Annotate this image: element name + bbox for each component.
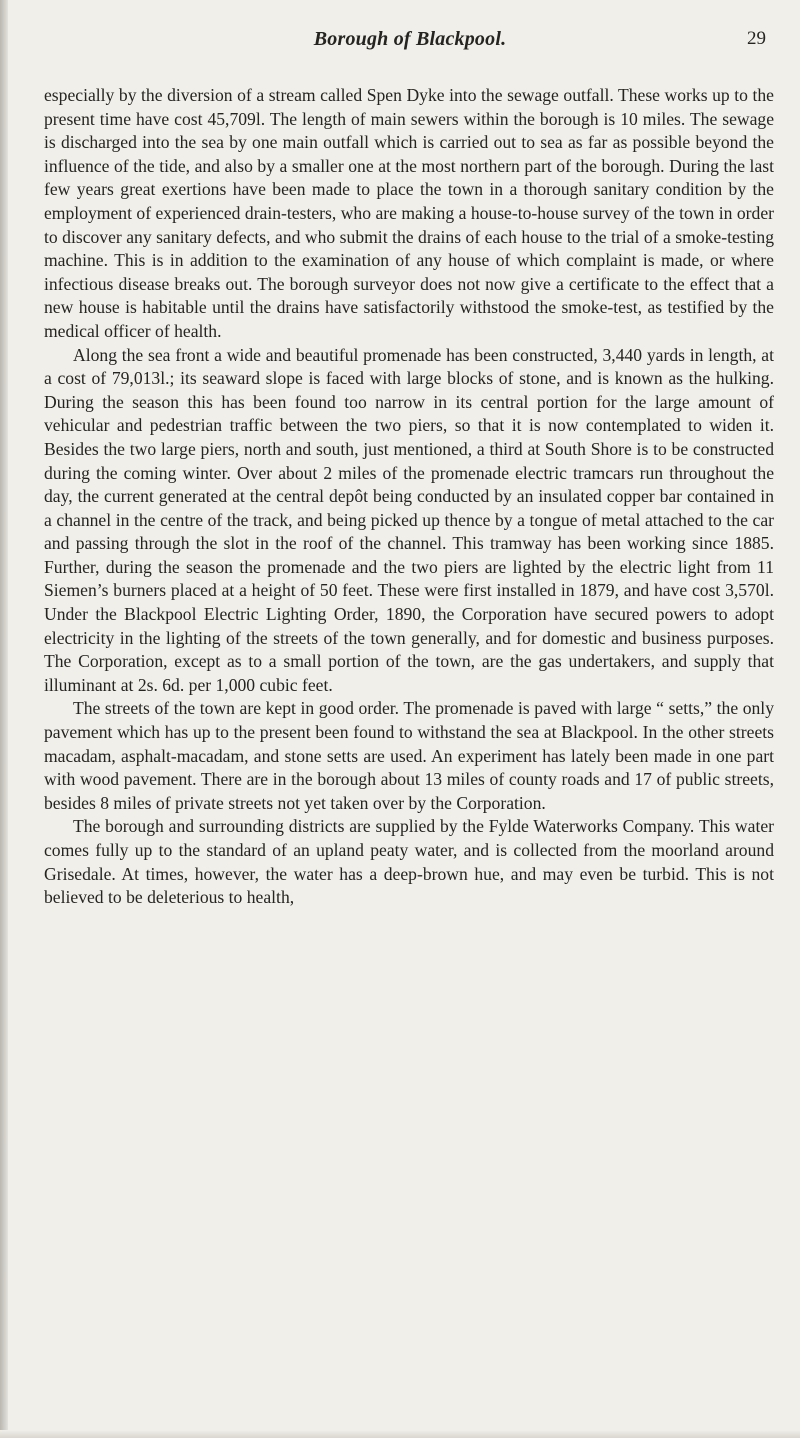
body-text [44,84,774,910]
paragraph-streets: The streets of the town are kept in good order. The promenade is paved with large “ setts,” the only pavement which has up to the present been found to withstand the sea at Blackpool. In the other streets macadam, asphalt-macadam, and stone setts are used. An experiment has lately been made in one part with wood pavement. There are in the borough about 13 miles of county roads and 17 of public streets, besides 8 miles of private streets not yet taken over by the Corporation. [44,698,774,813]
page-bottom-edge [0,1430,800,1438]
paragraph-sewage-outfall: especially by the diversion of a stream called Spen Dyke into the sewage outfall. These works up to the present time have cost 45,709l. The length of main sewers within the borough is 10 miles. The sewage is discharged into the sea by one main outfall which is carried out to sea as far as possible beyond the influence of the tide, and also by a smaller one at the most northern part of the borough. During the last few years great exertions have been made to place the town in a thorough sanitary condition by the employment of experienced drain-testers, who are making a house-to-house survey of the town in order to discover any sanitary defects, and who submit the drains of each house to the trial of a smoke-testing machine. This is in addition to the examination of any house of which complaint is made, or where infectious disease breaks out. The borough surveyor does not now give a certificate to the effect that a new house is habitable until the drains have satisfactorily withstood the smoke-test, as testified by the medical officer of health. [44,85,774,341]
page-header [44,28,776,58]
page-number: 29 [747,28,766,49]
running-head: Borough of Blackpool. [313,28,507,50]
paragraph-promenade: Along the sea front a wide and beautiful promenade has been constructed, 3,440 yards in length, at a cost of 79,013l.; its seaward slope is faced with large blocks of stone, and is known as the hulking. During the season this has been found too narrow in its central portion for the large amount of vehicular and pedestrian traffic between the two piers, so that it is now contemplated to widen it. Besides the two large piers, north and south, just mentioned, a third at South Shore is to be constructed during the coming winter. Over about 2 miles of the promenade electric tramcars run throughout the day, the current generated at the central depôt being conducted by an insulated copper bar contained in a channel in the centre of the track, and being picked up thence by a tongue of metal attached to the car and passing through the slot in the roof of the channel. This tramway has been working since 1885. Further, during the season the promenade and the two piers are lighted by the electric light from 11 Siemen’s burners placed at a height of 50 feet. These were first installed in 1879, and have cost 3,570l. Under the Blackpool Electric Lighting Order, 1890, the Corporation have secured powers to adopt electricity in the lighting of the streets of the town generally, and for domestic and business purposes. The Corporation, except as to a small portion of the town, are the gas undertakers, and supply that illuminant at 2s. 6d. per 1,000 cubic feet. [44,344,774,695]
paragraph-water-supply: The borough and surrounding districts are supplied by the Fylde Waterworks Company. This water comes fully up to the standard of an upland peaty water, and is collected from the moorland around Grisedale. At times, however, the water has a deep-brown hue, and may even be turbid. This is not believed to be deleterious to health, [44,816,774,908]
page-binding-edge [0,0,8,1438]
